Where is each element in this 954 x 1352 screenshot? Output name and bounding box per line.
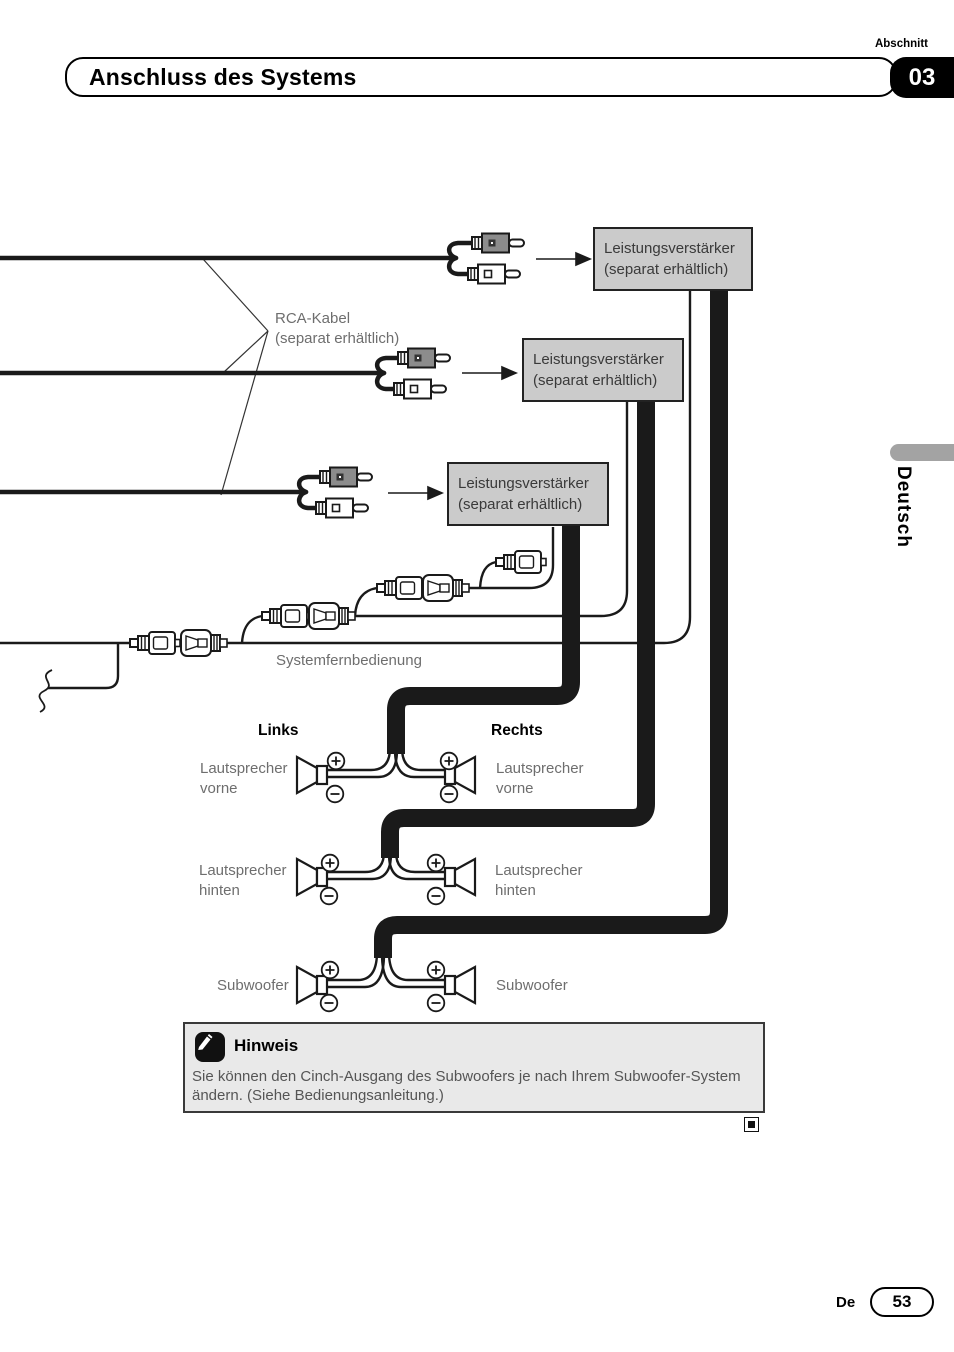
remote-connectors bbox=[130, 551, 546, 656]
amplifier-box-3 bbox=[447, 462, 609, 526]
plus-terminal-icon bbox=[428, 962, 445, 979]
rca-plug-icon bbox=[316, 499, 368, 518]
label-subwoofer-left: Subwoofer bbox=[217, 977, 289, 994]
remote-wire-branch bbox=[48, 643, 118, 688]
section-end-icon bbox=[744, 1117, 759, 1132]
minus-terminal-icon bbox=[321, 888, 338, 905]
minus-terminal-icon bbox=[428, 888, 445, 905]
rca-cables bbox=[0, 243, 472, 508]
label-front-speaker-right: Lautsprecher vorne bbox=[496, 760, 584, 797]
female-terminal-icon bbox=[423, 575, 469, 601]
minus-terminal-icon bbox=[321, 995, 338, 1012]
system-remote-label: Systemfernbedienung bbox=[276, 652, 422, 669]
amplifier-label-line1: Leistungsverstärker bbox=[533, 351, 664, 368]
amplifier-label-line1: Leistungsverstärker bbox=[458, 475, 589, 492]
amplifier-label-line1: Leistungsverstärker bbox=[604, 240, 735, 257]
column-header-left: Links bbox=[258, 722, 299, 739]
plus-terminal-icon bbox=[441, 753, 458, 770]
minus-terminal-icon bbox=[428, 995, 445, 1012]
speaker-icon bbox=[445, 859, 475, 895]
amplifier-box-1 bbox=[593, 227, 753, 291]
amplifier-box-2 bbox=[522, 338, 684, 402]
label-front-speaker-left: Lautsprecher vorne bbox=[200, 760, 288, 797]
pair3-male-lead bbox=[355, 588, 377, 616]
section-number: 03 bbox=[908, 63, 936, 91]
plus-terminal-icon bbox=[322, 855, 339, 872]
minus-terminal-icon bbox=[441, 786, 458, 803]
male-terminal-icon bbox=[262, 605, 312, 627]
wire-break-squiggle bbox=[39, 670, 52, 712]
plus-terminal-icon bbox=[328, 753, 345, 770]
language-tab-bar bbox=[890, 444, 954, 461]
female-terminal-icon bbox=[309, 603, 355, 629]
male-terminal-icon bbox=[130, 632, 180, 654]
speakers bbox=[297, 753, 475, 1012]
footer-language-code: De bbox=[836, 1294, 856, 1311]
male-terminal-icon bbox=[496, 551, 546, 573]
pair2-male-lead bbox=[242, 616, 262, 643]
section-label: Abschnitt bbox=[874, 38, 928, 50]
label-rear-speaker-left: Lautsprecher hinten bbox=[199, 862, 287, 899]
rca-plug-icon bbox=[468, 265, 520, 284]
note-box bbox=[183, 1022, 765, 1113]
rca-cable-label: RCA-Kabel (separat erhältlich) bbox=[275, 310, 400, 347]
note-title: Hinweis bbox=[234, 1036, 299, 1055]
page-number: 53 bbox=[892, 1292, 912, 1311]
section-number-badge bbox=[890, 57, 954, 98]
note-body: Sie können den Cinch-Ausgang des Subwoofers je nach Ihrem Subwoofer-System ändern. (Siehe Bedienungsanleitung.) bbox=[192, 1068, 741, 1104]
pencil-icon bbox=[195, 1032, 225, 1062]
speaker-icon bbox=[445, 967, 475, 1003]
rca-plug-icon bbox=[472, 234, 524, 253]
female-terminal-icon bbox=[181, 630, 227, 656]
amplifier-label-line2: (separat erhältlich) bbox=[604, 261, 729, 278]
page-number-badge bbox=[870, 1287, 934, 1317]
language-tab-label: Deutsch bbox=[893, 466, 914, 548]
amplifier-label-line2: (separat erhältlich) bbox=[458, 496, 583, 513]
page-title-box bbox=[65, 57, 897, 97]
page-title: Anschluss des Systems bbox=[89, 63, 357, 90]
label-subwoofer-right: Subwoofer bbox=[496, 977, 568, 994]
rca-pointer-lines bbox=[203, 259, 268, 495]
label-rear-speaker-right: Lautsprecher hinten bbox=[495, 862, 583, 899]
plus-terminal-icon bbox=[428, 855, 445, 872]
amplifier-label-line2: (separat erhältlich) bbox=[533, 372, 658, 389]
column-header-right: Rechts bbox=[491, 722, 543, 739]
rca-plug-icon bbox=[394, 380, 446, 399]
male-terminal-icon bbox=[377, 577, 427, 599]
rca-plug-icon bbox=[398, 349, 450, 368]
pair4-male-lead bbox=[480, 562, 496, 588]
minus-terminal-icon bbox=[327, 786, 344, 803]
rca-plug-icon bbox=[320, 468, 372, 487]
